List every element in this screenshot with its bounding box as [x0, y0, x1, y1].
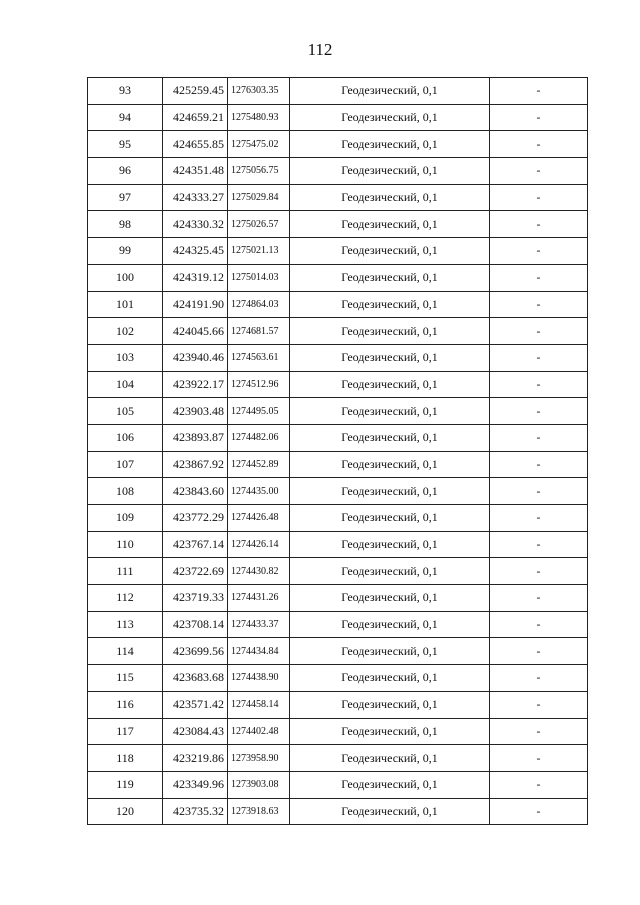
point-number-cell: 115: [88, 665, 163, 692]
y-coordinate-cell: 1275056.75: [228, 158, 290, 185]
x-coordinate-cell: 424659.21: [163, 104, 228, 131]
x-coordinate-cell: 424045.66: [163, 318, 228, 345]
point-number-cell: 117: [88, 718, 163, 745]
description-cell: -: [490, 505, 588, 532]
y-coordinate-cell: 1274482.06: [228, 424, 290, 451]
description-cell: -: [490, 611, 588, 638]
x-coordinate-cell: 423708.14: [163, 611, 228, 638]
point-number-cell: 96: [88, 158, 163, 185]
point-number-cell: 98: [88, 211, 163, 238]
table-row: [88, 771, 588, 798]
method-accuracy-cell: Геодезический, 0,1: [290, 558, 490, 585]
y-coordinate-cell: 1274426.14: [228, 531, 290, 558]
point-number-cell: 100: [88, 264, 163, 291]
description-cell: -: [490, 398, 588, 425]
x-coordinate-cell: 423349.96: [163, 771, 228, 798]
coordinates-table-body: [88, 78, 588, 825]
point-number-cell: 113: [88, 611, 163, 638]
x-coordinate-cell: 424191.90: [163, 291, 228, 318]
y-coordinate-cell: 1274438.90: [228, 665, 290, 692]
table-row: [88, 478, 588, 505]
description-cell: -: [490, 691, 588, 718]
method-accuracy-cell: Геодезический, 0,1: [290, 585, 490, 612]
x-coordinate-cell: 423722.69: [163, 558, 228, 585]
description-cell: -: [490, 424, 588, 451]
description-cell: -: [490, 585, 588, 612]
method-accuracy-cell: Геодезический, 0,1: [290, 238, 490, 265]
x-coordinate-cell: 423940.46: [163, 344, 228, 371]
y-coordinate-cell: 1274434.84: [228, 638, 290, 665]
point-number-cell: 109: [88, 505, 163, 532]
y-coordinate-cell: 1274681.57: [228, 318, 290, 345]
point-number-cell: 107: [88, 451, 163, 478]
point-number-cell: 106: [88, 424, 163, 451]
point-number-cell: 95: [88, 131, 163, 158]
description-cell: -: [490, 318, 588, 345]
table-row: [88, 158, 588, 185]
method-accuracy-cell: Геодезический, 0,1: [290, 424, 490, 451]
table-row: [88, 585, 588, 612]
method-accuracy-cell: Геодезический, 0,1: [290, 665, 490, 692]
description-cell: -: [490, 104, 588, 131]
y-coordinate-cell: 1274402.48: [228, 718, 290, 745]
description-cell: -: [490, 478, 588, 505]
point-number-cell: 119: [88, 771, 163, 798]
point-number-cell: 93: [88, 78, 163, 105]
point-number-cell: 101: [88, 291, 163, 318]
table-row: [88, 691, 588, 718]
description-cell: -: [490, 451, 588, 478]
y-coordinate-cell: 1274495.05: [228, 398, 290, 425]
description-cell: -: [490, 131, 588, 158]
point-number-cell: 116: [88, 691, 163, 718]
y-coordinate-cell: 1274563.61: [228, 344, 290, 371]
table-row: [88, 78, 588, 105]
table-row: [88, 718, 588, 745]
method-accuracy-cell: Геодезический, 0,1: [290, 451, 490, 478]
table-row: [88, 104, 588, 131]
method-accuracy-cell: Геодезический, 0,1: [290, 371, 490, 398]
method-accuracy-cell: Геодезический, 0,1: [290, 344, 490, 371]
x-coordinate-cell: 424330.32: [163, 211, 228, 238]
x-coordinate-cell: 423772.29: [163, 505, 228, 532]
point-number-cell: 114: [88, 638, 163, 665]
description-cell: -: [490, 558, 588, 585]
x-coordinate-cell: 424319.12: [163, 264, 228, 291]
x-coordinate-cell: 424655.85: [163, 131, 228, 158]
description-cell: -: [490, 78, 588, 105]
description-cell: -: [490, 665, 588, 692]
description-cell: -: [490, 798, 588, 825]
description-cell: -: [490, 638, 588, 665]
table-row: [88, 344, 588, 371]
method-accuracy-cell: Геодезический, 0,1: [290, 398, 490, 425]
y-coordinate-cell: 1274458.14: [228, 691, 290, 718]
y-coordinate-cell: 1274864.03: [228, 291, 290, 318]
method-accuracy-cell: Геодезический, 0,1: [290, 478, 490, 505]
x-coordinate-cell: 423735.32: [163, 798, 228, 825]
method-accuracy-cell: Геодезический, 0,1: [290, 718, 490, 745]
description-cell: -: [490, 371, 588, 398]
description-cell: -: [490, 264, 588, 291]
x-coordinate-cell: 423084.43: [163, 718, 228, 745]
method-accuracy-cell: Геодезический, 0,1: [290, 691, 490, 718]
table-row: [88, 745, 588, 772]
y-coordinate-cell: 1274431.26: [228, 585, 290, 612]
table-row: [88, 291, 588, 318]
y-coordinate-cell: 1273903.08: [228, 771, 290, 798]
table-row: [88, 264, 588, 291]
method-accuracy-cell: Геодезический, 0,1: [290, 318, 490, 345]
point-number-cell: 110: [88, 531, 163, 558]
method-accuracy-cell: Геодезический, 0,1: [290, 745, 490, 772]
description-cell: -: [490, 531, 588, 558]
x-coordinate-cell: 423683.68: [163, 665, 228, 692]
x-coordinate-cell: 423843.60: [163, 478, 228, 505]
x-coordinate-cell: 424351.48: [163, 158, 228, 185]
x-coordinate-cell: 423719.33: [163, 585, 228, 612]
x-coordinate-cell: 425259.45: [163, 78, 228, 105]
table-row: [88, 318, 588, 345]
point-number-cell: 94: [88, 104, 163, 131]
point-number-cell: 108: [88, 478, 163, 505]
method-accuracy-cell: Геодезический, 0,1: [290, 131, 490, 158]
table-row: [88, 371, 588, 398]
y-coordinate-cell: 1274435.00: [228, 478, 290, 505]
table-row: [88, 558, 588, 585]
y-coordinate-cell: 1275014.03: [228, 264, 290, 291]
table-row: [88, 451, 588, 478]
page-number: 112: [307, 40, 333, 59]
point-number-cell: 97: [88, 184, 163, 211]
point-number-cell: 120: [88, 798, 163, 825]
point-number-cell: 104: [88, 371, 163, 398]
x-coordinate-cell: 423571.42: [163, 691, 228, 718]
method-accuracy-cell: Геодезический, 0,1: [290, 291, 490, 318]
method-accuracy-cell: Геодезический, 0,1: [290, 184, 490, 211]
method-accuracy-cell: Геодезический, 0,1: [290, 771, 490, 798]
x-coordinate-cell: 423922.17: [163, 371, 228, 398]
y-coordinate-cell: 1273918.63: [228, 798, 290, 825]
y-coordinate-cell: 1275029.84: [228, 184, 290, 211]
x-coordinate-cell: 423893.87: [163, 424, 228, 451]
x-coordinate-cell: 424325.45: [163, 238, 228, 265]
description-cell: -: [490, 291, 588, 318]
y-coordinate-cell: 1275475.02: [228, 131, 290, 158]
y-coordinate-cell: 1274512.96: [228, 371, 290, 398]
point-number-cell: 112: [88, 585, 163, 612]
y-coordinate-cell: 1275021.13: [228, 238, 290, 265]
method-accuracy-cell: Геодезический, 0,1: [290, 211, 490, 238]
x-coordinate-cell: 423903.48: [163, 398, 228, 425]
method-accuracy-cell: Геодезический, 0,1: [290, 158, 490, 185]
description-cell: -: [490, 771, 588, 798]
point-number-cell: 99: [88, 238, 163, 265]
method-accuracy-cell: Геодезический, 0,1: [290, 104, 490, 131]
table-row: [88, 611, 588, 638]
x-coordinate-cell: 423219.86: [163, 745, 228, 772]
point-number-cell: 111: [88, 558, 163, 585]
table-row: [88, 798, 588, 825]
description-cell: -: [490, 211, 588, 238]
method-accuracy-cell: Геодезический, 0,1: [290, 78, 490, 105]
table-row: [88, 505, 588, 532]
y-coordinate-cell: 1275480.93: [228, 104, 290, 131]
y-coordinate-cell: 1274426.48: [228, 505, 290, 532]
table-row: [88, 531, 588, 558]
description-cell: -: [490, 344, 588, 371]
description-cell: -: [490, 718, 588, 745]
y-coordinate-cell: 1274430.82: [228, 558, 290, 585]
point-number-cell: 105: [88, 398, 163, 425]
y-coordinate-cell: 1274433.37: [228, 611, 290, 638]
y-coordinate-cell: 1275026.57: [228, 211, 290, 238]
method-accuracy-cell: Геодезический, 0,1: [290, 611, 490, 638]
description-cell: -: [490, 158, 588, 185]
table-row: [88, 638, 588, 665]
description-cell: -: [490, 184, 588, 211]
x-coordinate-cell: 423699.56: [163, 638, 228, 665]
x-coordinate-cell: 423767.14: [163, 531, 228, 558]
method-accuracy-cell: Геодезический, 0,1: [290, 531, 490, 558]
point-number-cell: 103: [88, 344, 163, 371]
y-coordinate-cell: 1274452.89: [228, 451, 290, 478]
y-coordinate-cell: 1276303.35: [228, 78, 290, 105]
y-coordinate-cell: 1273958.90: [228, 745, 290, 772]
table-row: [88, 131, 588, 158]
table-row: [88, 665, 588, 692]
table-row: [88, 398, 588, 425]
table-row: [88, 211, 588, 238]
point-number-cell: 102: [88, 318, 163, 345]
x-coordinate-cell: 423867.92: [163, 451, 228, 478]
description-cell: -: [490, 745, 588, 772]
table-row: [88, 238, 588, 265]
table-row: [88, 424, 588, 451]
x-coordinate-cell: 424333.27: [163, 184, 228, 211]
coordinates-table: [87, 77, 588, 825]
method-accuracy-cell: Геодезический, 0,1: [290, 264, 490, 291]
table-row: [88, 184, 588, 211]
method-accuracy-cell: Геодезический, 0,1: [290, 505, 490, 532]
point-number-cell: 118: [88, 745, 163, 772]
method-accuracy-cell: Геодезический, 0,1: [290, 638, 490, 665]
description-cell: -: [490, 238, 588, 265]
method-accuracy-cell: Геодезический, 0,1: [290, 798, 490, 825]
